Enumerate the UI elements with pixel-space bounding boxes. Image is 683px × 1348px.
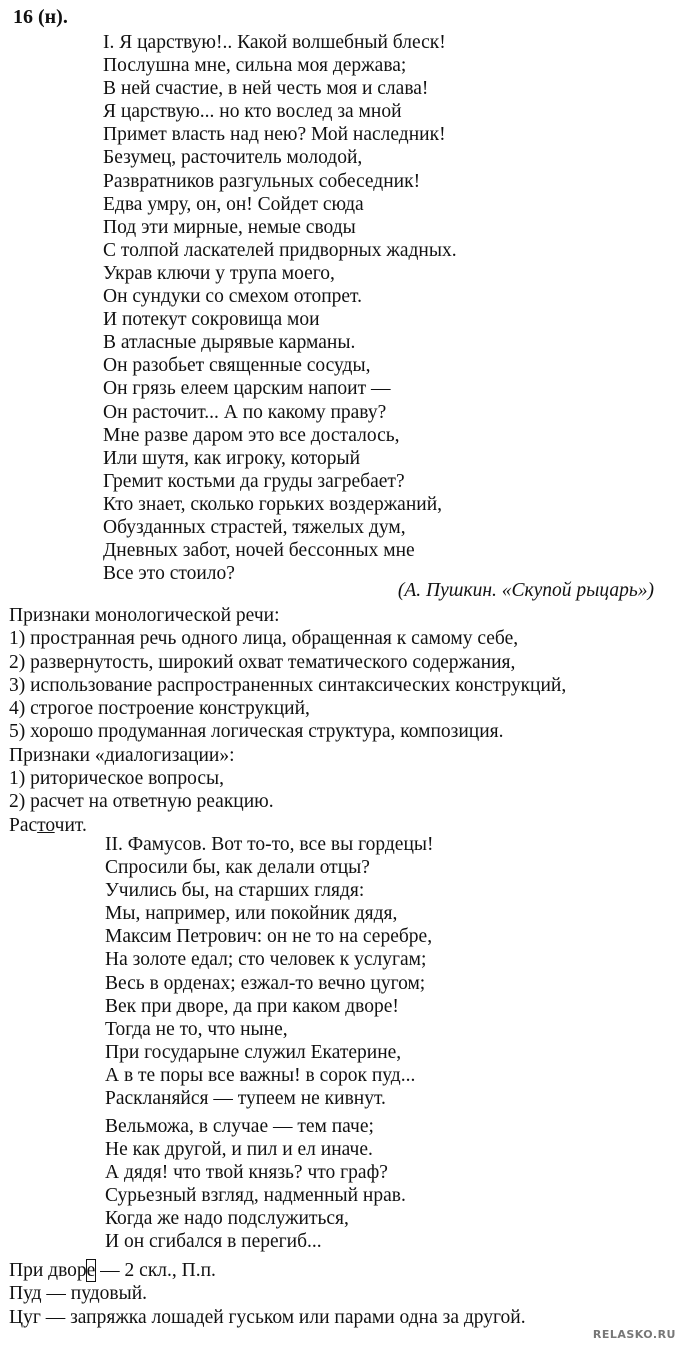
verse-line: Развратников разгульных собеседник! [103, 170, 421, 192]
verse-line: Когда же надо подслужиться, [105, 1208, 349, 1230]
verse-line: Максим Петрович: он не то на серебре, [105, 926, 433, 948]
verse-line: Под эти мирные, немые своды [103, 216, 356, 238]
verse-line: I. Я царствую!.. Какой волшебный блеск! [103, 32, 446, 53]
verse-line: Послушна мне, сильна моя держава; [103, 55, 407, 77]
note-pri-dvore: При дворе — 2 скл., П.п. [9, 1260, 216, 1281]
analysis-line: Признаки монологической речи: [9, 605, 280, 626]
verse-line: Примет власть над нею? Мой наследник! [103, 124, 446, 146]
underlined-syllable: то [37, 814, 55, 836]
analysis-line: Признаки «диалогизации»: [9, 744, 235, 766]
verse-line: Мы, например, или покойник дядя, [105, 903, 398, 925]
verse-line: В атласные дырявые карманы. [103, 332, 356, 354]
verse-line: А в те поры все важны! в сорок пуд... [105, 1064, 416, 1086]
verse-line: Я царствую... но кто вослед за мной [103, 101, 402, 123]
analysis-line: 1) риторическое вопросы, [9, 768, 224, 790]
verse-line: Или шутя, как игроку, который [103, 447, 361, 469]
verse-line: И потекут сокровища мои [103, 309, 320, 331]
poem-pushkin [103, 31, 457, 585]
verse-line: А дядя! что твой князь? что граф? [105, 1162, 388, 1184]
watermark: RELASKO.RU [592, 1328, 676, 1341]
verse-line: Украв ключи у трупа моего, [103, 262, 335, 284]
note-tsug: Цуг — запряжка лошадей гуськом или парами одна за другой. [9, 1306, 526, 1328]
verse-line: Он расточит... А по какому праву? [103, 401, 387, 423]
verse-line: Обузданных страстей, тяжелых дум, [103, 516, 406, 538]
verse-line: Он разобьет священные сосуды, [103, 355, 371, 377]
verse-line: С толпой ласкателей придворных жадных. [103, 239, 457, 261]
poem-griboedov [105, 833, 433, 1110]
analysis-line: 5) хорошо продуманная логическая структура, композиция. [9, 721, 504, 743]
notes-list [9, 1259, 526, 1329]
word-rastochit: Расточит. [9, 814, 87, 836]
verse-line: Гремит костьми да груды загребает? [103, 470, 405, 492]
verse-line: Дневных забот, ночей бессонных мне [103, 540, 415, 562]
verse-line: На золоте едал; сто человек к услугам; [105, 949, 427, 971]
verse-line: Спросили бы, как делали отцы? [105, 857, 370, 879]
analysis-line: 4) строгое построение конструкций, [9, 698, 310, 720]
verse-line: Вельможа, в случае — тем паче; [105, 1116, 374, 1137]
verse-line: Сурьезный взгляд, надменный нрав. [105, 1185, 406, 1207]
verse-line: Тогда не то, что ныне, [105, 1018, 288, 1040]
analysis-line: 2) расчет на ответную реакцию. [9, 791, 274, 813]
underlined-letter: д [89, 1283, 100, 1305]
verse-line: Весь в орденах; езжал-то вечно цугом; [105, 972, 426, 994]
poem-griboedov-continued [105, 1115, 406, 1254]
poem-attribution: (А. Пушкин. «Скупой рыцарь») [397, 580, 654, 601]
analysis-list [9, 604, 566, 837]
boxed-ending: е [86, 1260, 96, 1281]
verse-line: II. Фамусов. Вот то-то, все вы гордецы! [105, 834, 434, 855]
verse-line: И он сгибался в перегиб... [105, 1231, 322, 1253]
analysis-line: 1) пространная речь одного лица, обращенная к самому себе, [9, 628, 519, 650]
verse-line: При государыне служил Екатерине, [105, 1041, 402, 1063]
note-pud: Пуд — пудовый. [9, 1283, 148, 1305]
verse-line: Век при дворе, да при каком дворе! [105, 995, 399, 1017]
verse-line: Раскланяйся — тупеем не кивнут. [105, 1088, 386, 1110]
verse-line: Он грязь елеем царским напоит — [103, 378, 391, 400]
verse-line: Едва умру, он, он! Сойдет сюда [103, 193, 364, 215]
verse-line: Мне разве даром это все досталось, [103, 424, 400, 446]
verse-line: В ней счастие, в ней честь моя и слава! [103, 78, 429, 100]
verse-line: Кто знает, сколько горьких воздержаний, [103, 493, 443, 515]
analysis-line: 3) использование распространенных синтаксических конструкций, [9, 674, 567, 696]
underlined-letter: д [31, 1283, 42, 1305]
verse-line: Учились бы, на старших глядя: [105, 880, 365, 902]
verse-line: Не как другой, и пил и ел иначе. [105, 1139, 373, 1161]
analysis-line: 2) развернутость, широкий охват тематического содержания, [9, 651, 516, 673]
verse-line: Все это стоило? [103, 563, 235, 585]
verse-line: Безумец, расточитель молодой, [103, 147, 363, 169]
exercise-number: 16 (н). [13, 6, 68, 28]
verse-line: Он сундуки со смехом отопрет. [103, 286, 362, 308]
